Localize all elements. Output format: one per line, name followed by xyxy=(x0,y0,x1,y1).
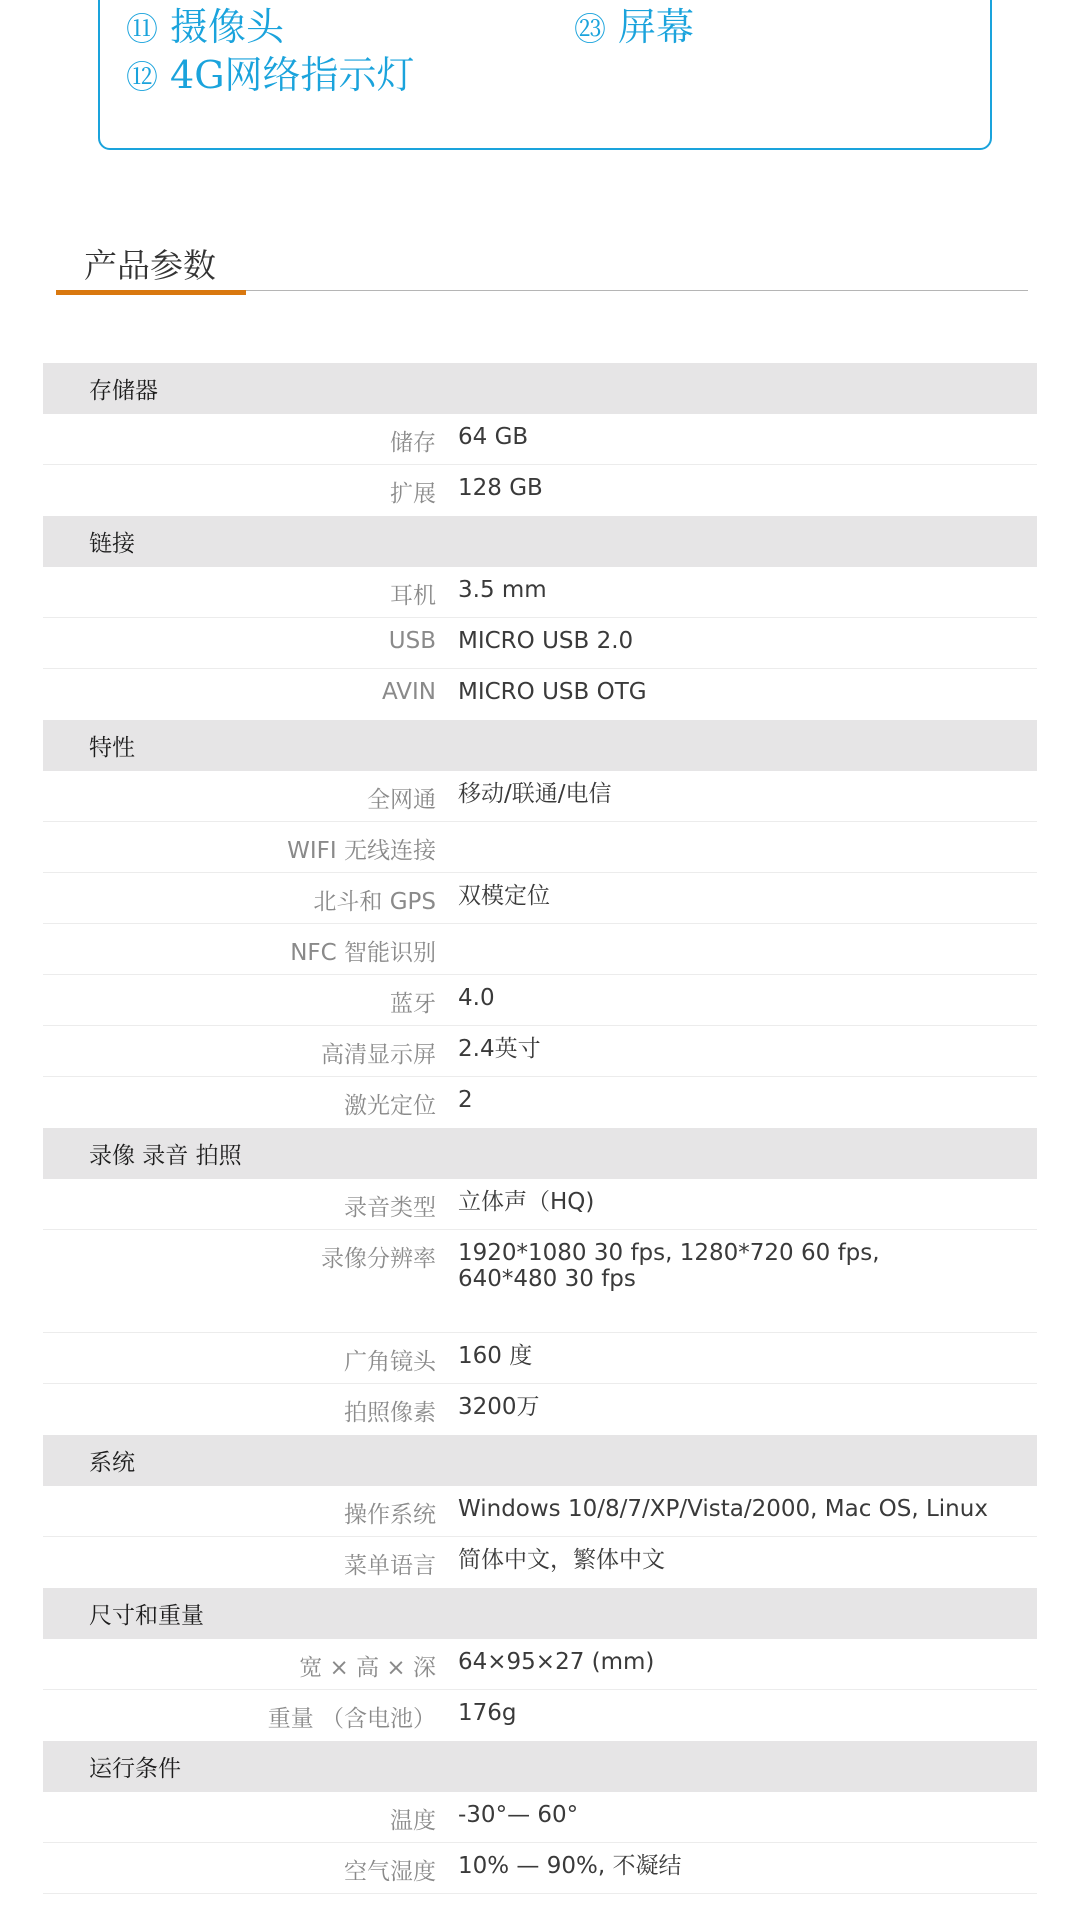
spec-label: 耳机 xyxy=(390,583,436,609)
spec-row xyxy=(43,567,1037,618)
spec-label: 重量 （含电池） xyxy=(267,1706,436,1732)
spec-label: 温度 xyxy=(390,1808,436,1834)
spec-row xyxy=(43,924,1037,975)
spec-group-header: 运行条件 xyxy=(43,1741,1037,1792)
spec-row xyxy=(43,618,1037,669)
spec-row xyxy=(43,771,1037,822)
spec-value: -30°— 60° xyxy=(458,1802,579,1828)
spec-label: NFC 智能识别 xyxy=(290,940,436,966)
spec-label: 高清显示屏 xyxy=(321,1042,436,1068)
spec-row xyxy=(43,1843,1037,1894)
spec-value: 3200万 xyxy=(458,1394,540,1420)
spec-group-header: 录像 录音 拍照 xyxy=(43,1128,1037,1179)
spec-value: 移动/联通/电信 xyxy=(458,781,612,807)
spec-value: 立体声（HQ) xyxy=(458,1189,595,1215)
spec-value: 3.5 mm xyxy=(458,577,547,603)
spec-row xyxy=(43,975,1037,1026)
section-title: 产品参数 xyxy=(84,246,216,285)
spec-value: 128 GB xyxy=(458,475,543,501)
spec-group-header: 存储器 xyxy=(43,363,1037,414)
spec-label: AVIN xyxy=(382,679,436,705)
spec-label: WIFI 无线连接 xyxy=(287,838,436,864)
spec-label: 录像分辨率 xyxy=(321,1246,436,1272)
part-number: ⑪ xyxy=(126,10,159,48)
spec-row xyxy=(43,1230,1037,1333)
spec-value: 1920*1080 30 fps, 1280*720 60 fps, 640*480 30 fps xyxy=(458,1240,880,1292)
spec-value: 简体中文，繁体中文 xyxy=(458,1547,665,1573)
spec-row xyxy=(43,1537,1037,1588)
section-divider-accent xyxy=(56,290,246,295)
part-label: 摄像头 xyxy=(170,5,285,49)
spec-label: 宽 × 高 × 深 xyxy=(299,1655,436,1681)
spec-value: 64 GB xyxy=(458,424,529,450)
spec-group-header: 链接 xyxy=(43,516,1037,567)
spec-label: 菜单语言 xyxy=(344,1553,436,1579)
part-label: 4G网络指示灯 xyxy=(170,53,415,97)
spec-label: 录音类型 xyxy=(344,1195,436,1221)
spec-row xyxy=(43,465,1037,516)
part-item-4g-indicator xyxy=(126,44,415,99)
spec-row xyxy=(43,669,1037,720)
part-number: ㉓ xyxy=(574,10,607,48)
part-item-screen xyxy=(574,0,694,51)
spec-row xyxy=(43,1486,1037,1537)
spec-group-header: 尺寸和重量 xyxy=(43,1588,1037,1639)
spec-label: 全网通 xyxy=(367,787,436,813)
spec-label: 广角镜头 xyxy=(344,1349,436,1375)
spec-value: 64×95×27 (mm) xyxy=(458,1649,655,1675)
spec-group-header: 特性 xyxy=(43,720,1037,771)
spec-label: 蓝牙 xyxy=(390,991,436,1017)
spec-label: 北斗和 GPS xyxy=(313,889,436,915)
spec-label: 扩展 xyxy=(390,481,436,507)
spec-label: 拍照像素 xyxy=(344,1400,436,1426)
spec-label: 储存 xyxy=(390,430,436,456)
spec-value: MICRO USB 2.0 xyxy=(458,628,634,654)
spec-value: MICRO USB OTG xyxy=(458,679,647,705)
spec-row xyxy=(43,1639,1037,1690)
spec-table xyxy=(43,363,1037,1894)
spec-row xyxy=(43,1333,1037,1384)
spec-value: 4.0 xyxy=(458,985,495,1011)
spec-group-header: 系统 xyxy=(43,1435,1037,1486)
spec-value: 2 xyxy=(458,1087,473,1113)
spec-value xyxy=(436,822,1037,872)
spec-row xyxy=(43,1384,1037,1435)
spec-row xyxy=(43,1077,1037,1128)
spec-label: 空气湿度 xyxy=(344,1859,436,1885)
spec-value: 10% — 90%, 不凝结 xyxy=(458,1853,682,1879)
spec-value: Windows 10/8/7/XP/Vista/2000, Mac OS, Linux xyxy=(458,1496,988,1522)
spec-label: 激光定位 xyxy=(344,1093,436,1119)
spec-label: USB xyxy=(388,628,436,654)
spec-value: 双模定位 xyxy=(458,883,550,909)
spec-row xyxy=(43,1690,1037,1741)
spec-row xyxy=(43,822,1037,873)
spec-row xyxy=(43,1179,1037,1230)
spec-label: 操作系统 xyxy=(344,1502,436,1528)
part-label: 屏幕 xyxy=(618,5,695,49)
part-number: ⑫ xyxy=(126,58,159,96)
spec-row xyxy=(43,873,1037,924)
spec-value xyxy=(436,924,1037,974)
spec-value: 2.4英寸 xyxy=(458,1036,541,1062)
spec-value: 176g xyxy=(458,1700,517,1726)
spec-row xyxy=(43,1792,1037,1843)
spec-value: 160 度 xyxy=(458,1343,533,1369)
spec-row xyxy=(43,414,1037,465)
spec-row xyxy=(43,1026,1037,1077)
